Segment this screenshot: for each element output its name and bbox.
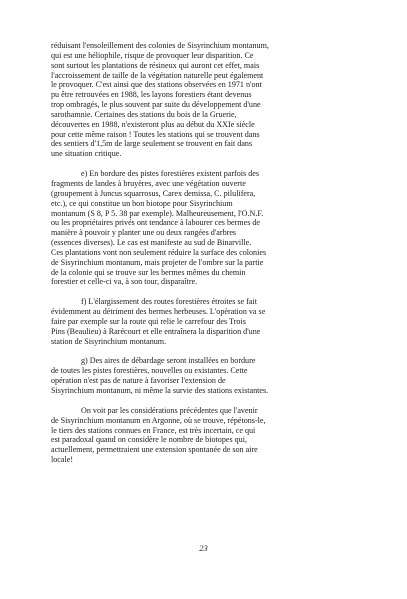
paragraph-2 — [51, 169, 367, 287]
text-line: e) En bordure des pistes forestières existent parfois des — [81, 169, 260, 179]
paragraph-1 — [51, 41, 367, 159]
text-line: le provoquer. C'est ainsi que des stations observées en 1971 n'ont — [51, 80, 262, 90]
text-line: Sisyrinchium montanum, ni même la survie des stations existantes. — [51, 386, 269, 395]
text-line: réduisant l'ensoleillement des colonies de Sisyrinchium montanum, — [51, 41, 269, 50]
text-line: locale! — [51, 455, 74, 465]
text-line: station de Sisyrinchium montanum. — [51, 336, 167, 346]
text-line: (groupement à Juncus squarrosus, Carex demissa, C. pilulifera, — [51, 188, 256, 198]
text-line: On voit par les considérations précédentes que l'avenir — [81, 405, 258, 415]
text-line: qui est une héliophile, risque de provoquer leur disparition. Ce — [51, 50, 254, 60]
text-line: fragments de landes à bruyères, avec une végétation ouverte — [51, 178, 246, 188]
text-line: découvertes en 1988, n'existeront plus au début du XXIe siècle — [51, 119, 255, 129]
text-line: (essences diverses). Le cas est manifeste au sud de Binarville. — [51, 238, 252, 248]
paragraph-4 — [51, 356, 367, 395]
paragraph-gap — [51, 159, 367, 169]
text-line: forestier et celle-ci va, à son tour, disparaître. — [51, 277, 198, 287]
text-line: le tiers des stations connues en France, est très incertain, ce qui — [51, 425, 256, 435]
text-line: actuellement, permettraient une extension spontanée de son aire — [51, 445, 258, 455]
text-line: sarothamnie. Certaines des stations du bois de la Gruerie, — [51, 109, 237, 119]
text-line: g) Des aires de débardage seront installées en bordure — [81, 356, 256, 366]
text-line: de la colonie qui se trouve sur les bermes mêmes du chemin — [51, 267, 246, 277]
paragraph-3 — [51, 297, 367, 346]
paragraph-gap — [51, 346, 367, 356]
text-line: de toutes les pistes forestières, nouvelles ou existantes. Cette — [51, 366, 248, 376]
text-line: etc.), ce qui constitue un bon biotope pour Sisyrinchium — [51, 198, 233, 208]
text-line: de Sisyrinchium montanum en Argonne, où se trouve, répétons-le, — [51, 415, 266, 425]
text-line: une situation critique. — [51, 149, 122, 159]
paragraph-5 — [51, 406, 367, 465]
text-line: manière à pouvoir y planter une ou deux rangées d'arbres — [51, 228, 237, 238]
text-line: opération n'est pas de nature à favoriser l'extension de — [51, 376, 226, 386]
text-line: pour cette même raison ! Toutes les stations qui se trouvent dans — [51, 129, 260, 139]
text-line: faire par exemple sur la route qui relie le carrefour des Trois — [51, 316, 246, 326]
text-line: Ces plantations vont non seulement réduire la surface des colonies — [51, 247, 267, 257]
paragraph-gap — [51, 396, 367, 406]
text-line: Pins (Beaulieu) à Rarécourt et elle entraînera la disparition d'une — [51, 326, 261, 336]
text-line: sont surtout les plantations de résineux qui auront cet effet, mais — [51, 60, 260, 70]
text-line: des sentiers d'1,5m de large seulement se trouvent en fait dans — [51, 139, 253, 149]
paragraph-gap — [51, 287, 367, 297]
page-number: 23 — [199, 543, 208, 553]
text-line: ou les propriétaires privés ont tendance à labourer ces bermes de — [51, 218, 261, 228]
document-page — [51, 41, 367, 465]
text-line: montanum (S 8, P 5. 38 par exemple). Malheureusement, l'O.N.F. — [51, 208, 264, 218]
text-line: l'accroissement de taille de la végétation naturelle peut également — [51, 70, 264, 80]
text-line: f) L'élargissement des routes forestières étroites se fait — [81, 297, 257, 307]
text-line: évidemment au détriment des bermes herbeuses. L'opération va se — [51, 307, 266, 317]
text-line: de Sisyrinchium montanum, mais projeter de l'ombre sur la partie — [51, 257, 264, 267]
text-line: pu être retrouvées en 1988, les layons forestiers étant devenus — [51, 90, 252, 100]
text-line: est paradoxal quand on considère le nombre de biotopes qui, — [51, 435, 247, 445]
text-line: trop ombragés, le plus souvent par suite du développement d'une — [51, 100, 261, 110]
